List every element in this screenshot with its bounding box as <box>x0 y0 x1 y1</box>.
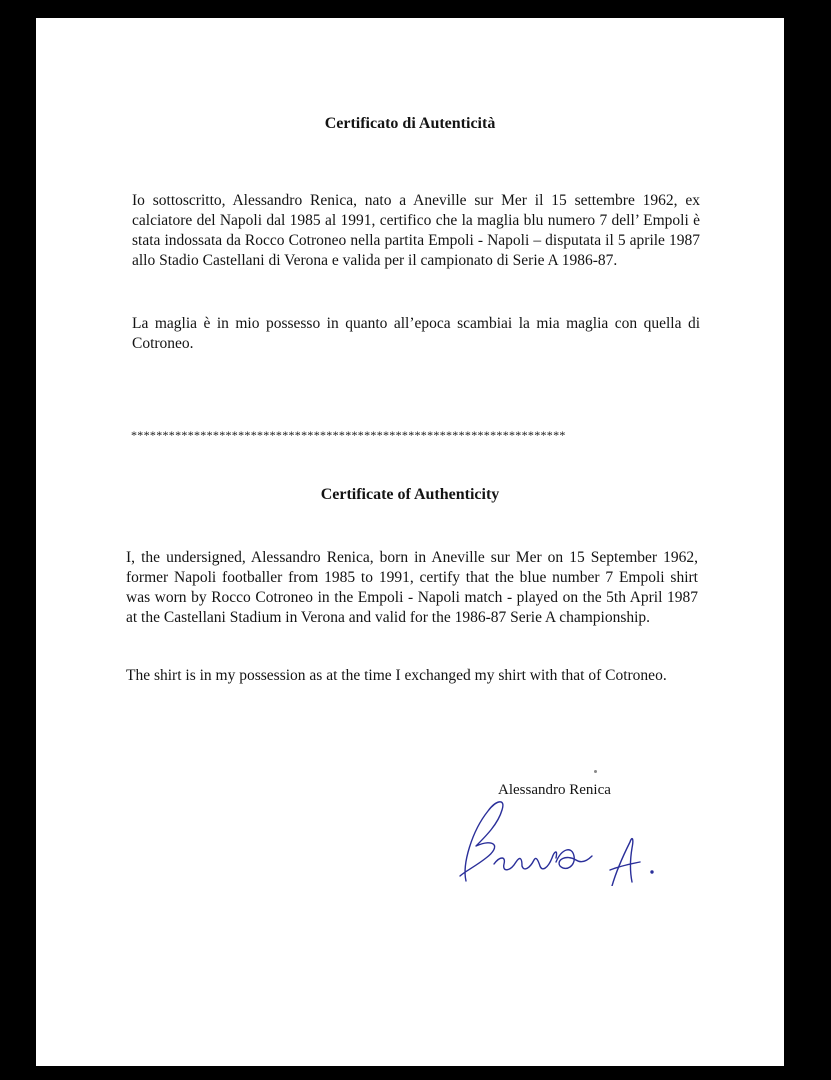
english-paragraph-2: The shirt is in my possession as at the time I exchanged my shirt with that of Cotroneo. <box>126 667 667 684</box>
handwritten-signature <box>416 776 656 886</box>
signer-name: Alessandro Renica <box>498 782 611 798</box>
english-paragraph-1: I, the undersigned, Alessandro Renica, born in Aneville sur Mer on 15 September 1962, former Napoli footballer from 1985 to 1991, certify that the blue number 7 Empoli shirt was worn by Rocco Cotroneo in the Empoli - Napoli match - played on the 5th April 1987 at the Castellani Stadium in Verona and valid for the 1986-87 Serie A championship. <box>126 549 698 626</box>
english-title: Certificate of Authenticity <box>320 486 500 503</box>
separator-line: ********************************************************************* <box>131 428 566 442</box>
italian-paragraph-1: Io sottoscritto, Alessandro Renica, nato a Aneville sur Mer il 15 settembre 1962, ex calciatore del Napoli dal 1985 al 1991, certifico che la maglia blu numero 7 dell’ Empoli è stata indossata da Rocco Cotroneo nella partita Empoli - Napoli – disputata il 5 aprile 1987 allo Stadio Castellani di Verona e valida per il campionato di Serie A 1986-87. <box>132 192 700 269</box>
certificate-page <box>36 18 784 1066</box>
ink-speck <box>594 770 597 773</box>
italian-title: Certificato di Autenticità <box>324 115 496 132</box>
italian-paragraph-2: La maglia è in mio possesso in quanto all’epoca scambiai la mia maglia con quella di Cotroneo. <box>132 315 700 352</box>
